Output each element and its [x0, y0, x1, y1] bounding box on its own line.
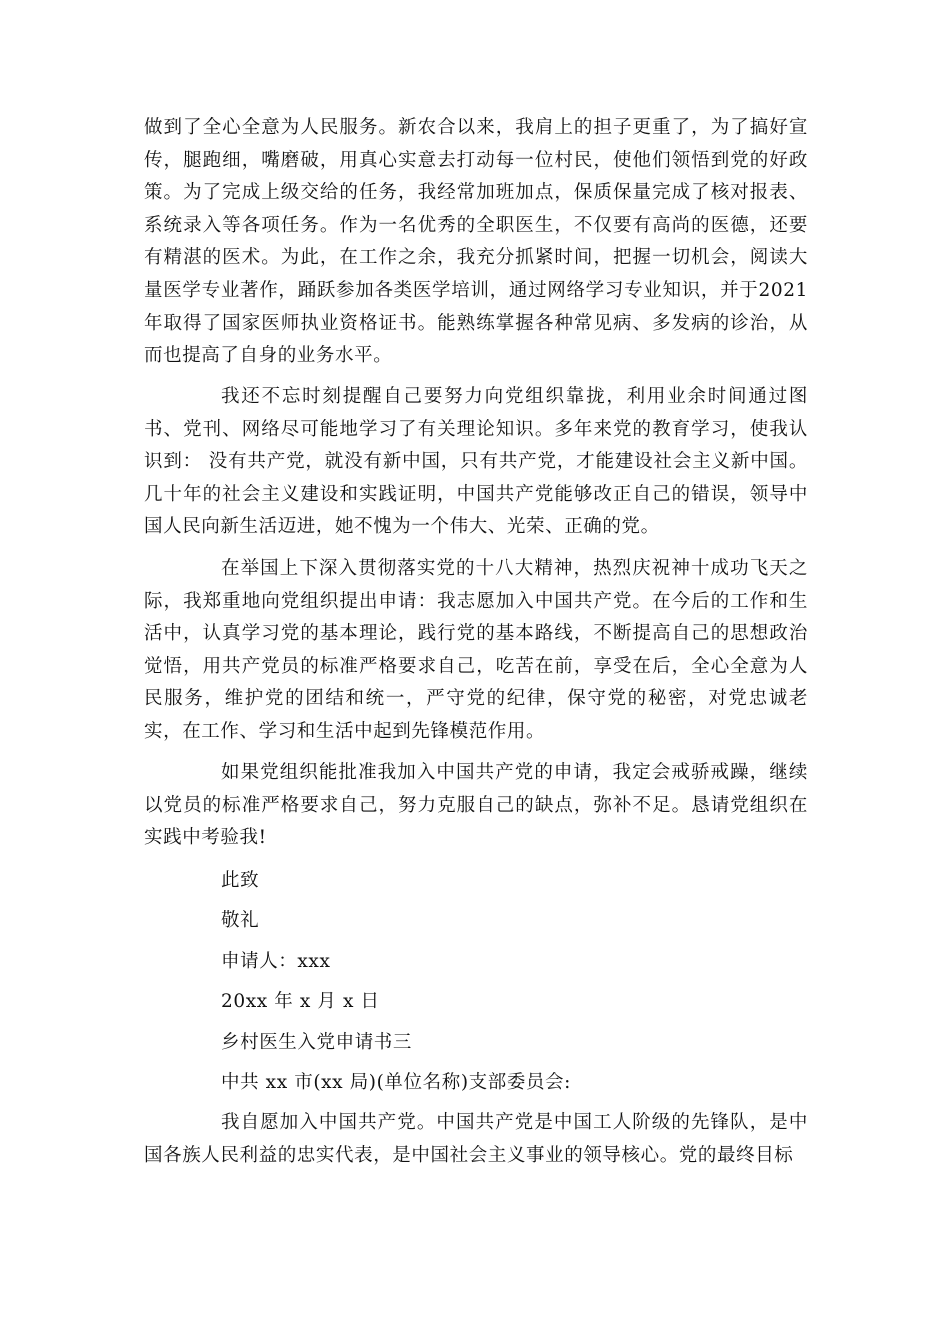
closing-salutation: 此致: [221, 870, 260, 891]
paragraph-commitment: 如果党组织能批准我加入中国共产党的申请，我定会戒骄戒躁，继续以党员的标准严格要求自己，努力克服自己的缺点，弥补不足。恳请党组织在实践中考验我!: [144, 762, 808, 849]
date-line: 20xx 年 x 月 x 日: [221, 991, 380, 1012]
section-title: 乡村医生入党申请书三: [221, 1032, 413, 1053]
paragraph-application: 在举国上下深入贯彻落实党的十八大精神，热烈庆祝神十成功飞天之际，我郑重地向党组织提出申请：我志愿加入中国共产党。在今后的工作和生活中，认真学习党的基本理论，践行党的基本路线，不断提高自己的思想政治觉悟，用共产党员的标准严格要求自己，吃苦在前，享受在后，全心全意为人民服务，维护党的团结和统一，严守党的纪律，保守党的秘密，对党忠诚老实，在工作、学习和生活中起到先锋模范作用。: [144, 558, 808, 742]
closing-regards: 敬礼: [221, 910, 260, 931]
addressee-line: 中共 xx 市(xx 局)(单位名称)支部委员会:: [221, 1072, 571, 1093]
paragraph-study: 我还不忘时刻提醒自己要努力向党组织靠拢，利用业余时间通过图书、党刊、网络尽可能地学习了有关理论知识。多年来党的教育学习，使我认识到： 没有共产党，就没有新中国，只有共产党，才能建设社会主义新中国。几十年的社会主义建设和实践证明，中国共产党能够改正自己的错误，领导中国人民向新生活迈进，她不愧为一个伟大、光荣、正确的党。: [144, 386, 808, 538]
applicant-line: 申请人：xxx: [221, 951, 331, 972]
paragraph-final: 我自愿加入中国共产党。中国共产党是中国工人阶级的先锋队，是中国各族人民利益的忠实代表，是中国社会主义事业的领导核心。党的最终目标: [144, 1112, 808, 1166]
paragraph-service: 做到了全心全意为人民服务。新农合以来，我肩上的担子更重了，为了搞好宣传，腿跑细，嘴磨破，用真心实意去打动每一位村民，使他们领悟到党的好政策。为了完成上级交给的任务，我经常加班加点，保质保量完成了核对报表、系统录入等各项任务。作为一名优秀的全职医生，不仅要有高尚的医德，还要有精湛的医术。为此，在工作之余，我充分抓紧时间，把握一切机会，阅读大量医学专业著作，踊跃参加各类医学培训，通过网络学习专业知识，并于2021年取得了国家医师执业资格证书。能熟练掌握各种常见病、多发病的诊治，从而也提高了自身的业务水平。: [144, 117, 808, 367]
